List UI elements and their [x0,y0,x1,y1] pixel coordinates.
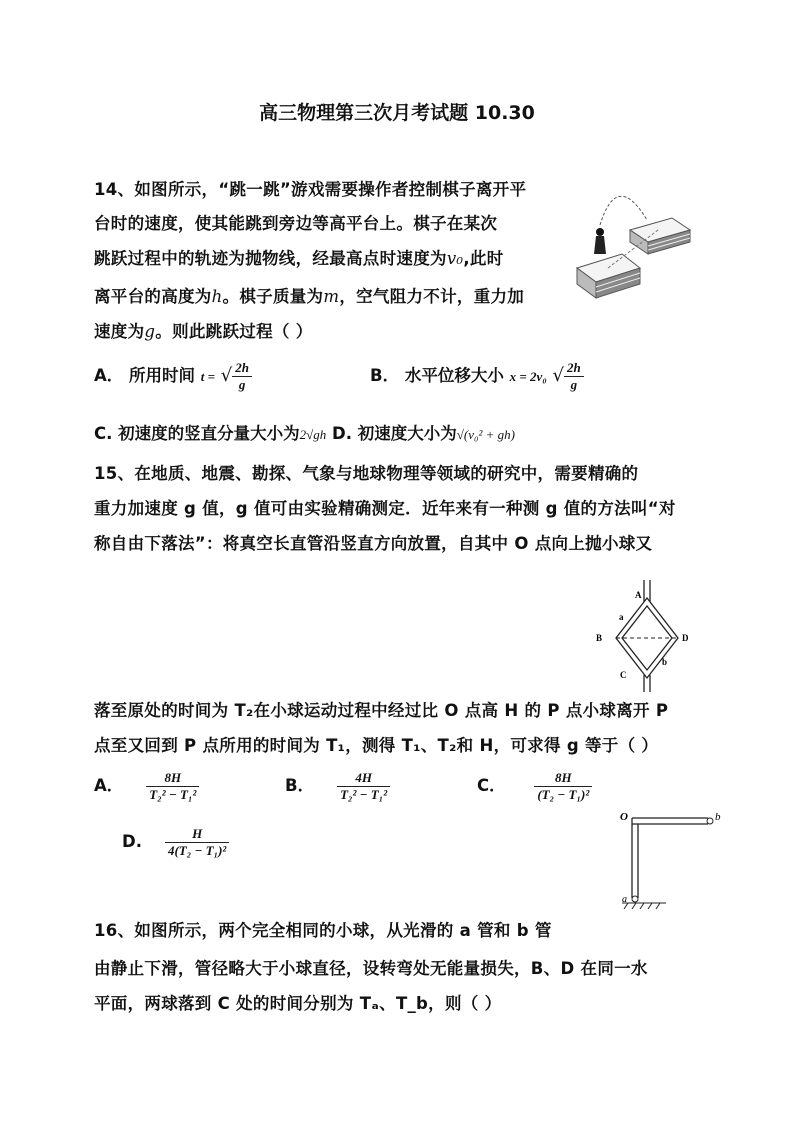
q16-line-2: 由静止下滑，管径略大于小球直径，设转弯处无能量损失，B、D 在同一水 [94,959,648,978]
q15-line-4: 落至原处的时间为 T₂在小球运动过程中经过比 O 点高 H 的 P 点小球离开 P [94,701,669,720]
q15-line-1: 15、在地质、地震、勘探、气象与地球物理等领域的研究中，需要精确的 [94,464,639,483]
q15-option-a: A． $\frac{8H}{\text{T₂² − T₁²}}$ [94,770,199,803]
pole-figure [604,800,734,915]
q16-line-3: 平面，两球落到 C 处的时间分别为 Tₐ、T_b，则（ ） [94,994,502,1013]
q15-option-d: D. $\frac{H}{\text{4(T₂ − T₁)²}}$ [122,826,229,859]
page-title: 高三物理第三次月考试题 10.30 [259,102,535,124]
label-D: D [682,633,689,643]
label-O: O [620,811,628,823]
q14-line-4: 离平台的高度为h。棋子质量为m，空气阻力不计，重力加 [94,287,525,306]
diamond-tube-figure [588,580,698,692]
label-b-pole: b [715,811,721,823]
q14-line-2: 台时的速度，使其能跳到旁边等高平台上。棋子在某次 [94,214,498,233]
q16-line-1: 16、如图所示，两个完全相同的小球，从光滑的 a 管和 b 管 [94,921,552,940]
label-C: C [620,670,627,680]
q14-line-5: 速度为g。则此跳跃过程（ ） [94,322,313,341]
q14-line-3: 跳跃过程中的轨迹为抛物线，经最高点时速度为v₀,此时 [94,249,504,268]
label-B: B [596,633,603,643]
q14-line-1: 14、如图所示，“跳一跳”游戏需要操作者控制棋子离开平 [94,180,527,199]
label-A: A [635,590,642,600]
q15-line-5: 点至又回到 P 点所用的时间为 T₁，测得 T₁、T₂和 H，可求得 g 等于（ ） [94,736,659,755]
q15-option-b: B． $\frac{4H}{\text{T₂² − T₁²}}$ [285,770,390,803]
q14-option-b: B． 水平位移大小 x = 2v₀ √ $\frac{2h}{g}$ [370,360,584,393]
q15-line-3: 称自由下落法”：将真空长直管沿竖直方向放置，自其中 O 点向上抛小球又 [94,534,653,553]
q14-option-a: A． 所用时间 t = √ $\frac{2h}{g}$ [94,360,252,393]
label-a: a [619,612,624,622]
q15-line-2: 重力加速度 g 值，g 值可由实验精确测定．近年来有一种测 g 值的方法叫“对 [94,499,676,518]
jump-game-figure [572,180,702,310]
label-a-pole: a [622,894,627,905]
q14-option-c-d: C. 初速度的竖直分量大小为2√gh D. 初速度大小为√(v₀² + gh) [94,424,515,443]
label-b: b [662,657,668,667]
q15-option-c: C． $\frac{8H}{\text{(T₂ − T₁)²}}$ [477,770,592,803]
